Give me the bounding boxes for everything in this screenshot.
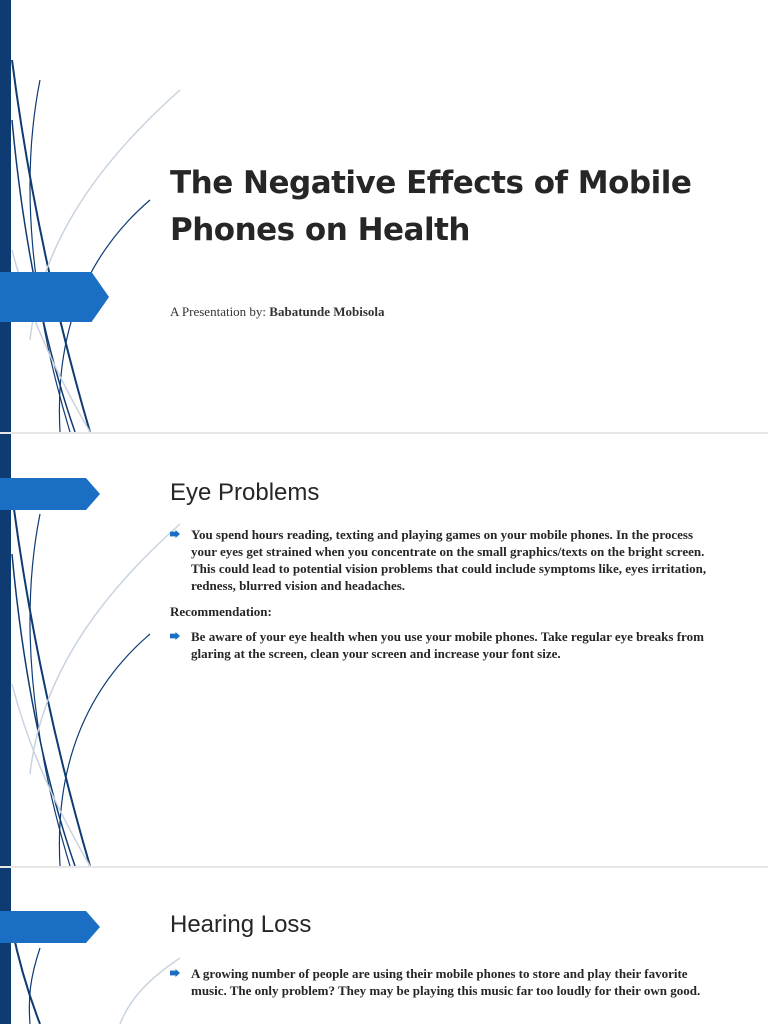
accent-chevron [0,911,100,943]
slide-title [0,0,768,432]
arrow-bullet-icon [170,969,180,977]
bullet-text: A growing number of people are using their mobile phones to store and play their favorite music. The only problem? They may be playing this music far too loudly for their own good. [191,966,701,998]
bullet-item [170,965,715,999]
arrow-bullet-icon [170,632,180,640]
bullet-text: Be aware of your eye health when you use your mobile phones. Take regular eye breaks from glaring at the screen, clean your screen and increase your font size. [191,629,704,661]
recommendation-label: Recommendation: [170,604,272,619]
decorative-curves [0,868,200,1024]
accent-chevron [0,478,100,510]
title-line-1: The Negative Effects of Mobile [170,165,692,201]
bullet-item [170,628,715,662]
subtitle-author: Babatunde Mobisola [269,304,385,319]
slide-hearing-loss [0,868,768,1024]
accent-chevron [0,272,109,322]
bullet-item [170,526,715,594]
presentation-subtitle [170,304,385,320]
arrow-bullet-icon [170,530,180,538]
bullet-text: You spend hours reading, texting and playing games on your mobile phones. In the process your eyes get strained when you concentrate on the small graphics/texts on the bright screen. This could lead to potential vision problems that could include symptoms like, eyes irritation, redness, blurred vision and headaches. [191,527,707,593]
slide-heading: Hearing Loss [170,911,312,938]
title-line-2: Phones on Health [170,212,470,248]
presentation-title [170,160,730,254]
subtitle-prefix: A Presentation by: [170,304,270,319]
slide-heading: Eye Problems [170,479,320,506]
slide-eye-problems [0,434,768,866]
